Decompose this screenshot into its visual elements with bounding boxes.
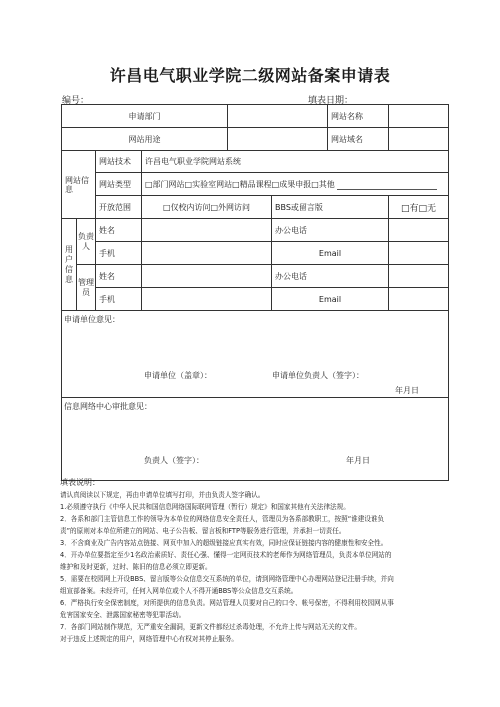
page-title: 许昌电气职业学院二级网站备案申请表 (109, 66, 391, 85)
site-info-label: 网站信息 (62, 151, 96, 219)
site-name-field[interactable] (389, 105, 449, 128)
site-name-label: 网站名称 (328, 105, 389, 128)
bbs-label: BBS或留言版 (272, 196, 389, 219)
instructions (60, 477, 452, 645)
manager-mobile-field[interactable] (142, 288, 272, 311)
tech-label: 网站技术 (96, 151, 142, 173)
instruction-line: 1.必须遵守执行《中华人民共和国信息网络国际联网管理（暂行）规定》和国家其他有关法律法规。 (60, 503, 350, 511)
manager-phone-label: 办公电话 (272, 265, 389, 288)
unit-seal-label: 申请单位（盖章）： (144, 371, 212, 380)
instructions-heading: 填表说明： (60, 478, 100, 487)
manager-phone-field[interactable] (389, 265, 449, 288)
instruction-line: 危害国家安全、泄露国家秘密等犯罪活动。 (60, 611, 186, 619)
instruction-line: 维护和及时更新，过时、陈旧的信息必须立即更新。 (60, 563, 212, 571)
center-owner-sign-label: 负责人（签字）： (144, 456, 204, 465)
apply-dept-field[interactable] (228, 105, 328, 128)
owner-email-field[interactable] (389, 242, 449, 265)
fill-date-label: 填表日期： (308, 96, 354, 106)
site-domain-field[interactable] (389, 128, 449, 151)
site-use-field[interactable] (228, 128, 328, 151)
instruction-line: 5．需要在校园网上开设BBS、留言版等公众信息交互系统的单位，请到网络管理中心办理网站登记注册手续，并向 (60, 575, 394, 583)
instruction-line: 4．开办单位要指定至少1名政治素质好、责任心强、懂得一定网页技术的老师作为网络管理员，负责本单位网站的 (60, 551, 392, 559)
unit-opinion-label: 申请单位意见： (64, 315, 120, 324)
scope-label: 开放范围 (96, 196, 142, 219)
type-options: □部门网站□实验室网站□精品课程□成果申报□其他 (145, 179, 335, 189)
apply-dept-label: 申请部门 (62, 105, 228, 128)
owner-phone-label: 办公电话 (272, 219, 389, 242)
owner-name-field[interactable] (142, 219, 272, 242)
number-label: 编号： (62, 96, 90, 106)
owner-label: 负责人 (77, 219, 96, 265)
manager-email-label: Email (272, 288, 389, 311)
instruction-line: 2．各系和部门主管信息工作的领导为本单位的网络信息安全责任人，管理员为各系部教职工，按照“谁建设谁负 (60, 515, 385, 523)
site-domain-label: 网站域名 (328, 128, 389, 151)
instruction-line: 请认真阅读以下规定，再由申请单位填写打印，并由负责人签字确认。 (60, 491, 265, 499)
unit-date-label: 年月日 (395, 386, 419, 395)
bbs-checkboxes[interactable]: □有□无 (389, 196, 449, 219)
unit-opinion-box[interactable] (62, 311, 449, 398)
other-type-underline[interactable] (337, 181, 437, 190)
manager-mobile-label: 手机 (96, 288, 142, 311)
owner-phone-field[interactable] (389, 219, 449, 242)
tech-value: 许昌电气职业学院网站系统 (142, 151, 449, 173)
manager-label: 管理员 (77, 265, 96, 311)
owner-mobile-field[interactable] (142, 242, 272, 265)
type-checkboxes[interactable] (142, 173, 449, 196)
type-label: 网站类型 (96, 173, 142, 196)
owner-mobile-label: 手机 (96, 242, 142, 265)
center-date-label: 年月日 (346, 456, 370, 465)
scope-checkboxes[interactable]: □仅校内访问□外网访问 (142, 196, 272, 219)
user-info-label: 用户信息 (62, 219, 77, 311)
owner-email-label: Email (272, 242, 389, 265)
instruction-line: 责”的原则对本单位所建立的网站、电子公告板、留言板和FTP等服务进行管理，并承担一切责任。 (60, 527, 346, 535)
unit-owner-sign-label: 申请单位负责人（签字）： (272, 371, 364, 380)
manager-email-field[interactable] (389, 288, 449, 311)
instruction-line: 7．各部门网站制作规范，无严重安全漏洞，更新文件都经过杀毒处理，不允许上传与网站无关的文件。 (60, 623, 361, 631)
instruction-line: 对于违反上述规定的用户，网络管理中心有权对其停止服务。 (60, 635, 239, 643)
site-use-label: 网站用途 (62, 128, 228, 151)
center-opinion-label: 信息网络中心审批意见： (64, 402, 152, 411)
instruction-line: 组宣部备案。未经许可，任何入网单位或个人不得开通BBS等公众信息交互系统。 (60, 587, 298, 595)
instruction-line: 3．不含商业及广告内容站点链接、网页中加入的超级链接应真实有效，同时应保证链接内容的健康性和安全性。 (60, 539, 388, 547)
manager-name-field[interactable] (142, 265, 272, 288)
owner-name-label: 姓名 (96, 219, 142, 242)
manager-name-label: 姓名 (96, 265, 142, 288)
instruction-line: 6．严格执行安全保密制度，对所提供的信息负责。网站管理人员要对自己的口令、帐号保密，不得利用校园网从事 (60, 599, 394, 607)
application-form-table (61, 104, 449, 481)
center-opinion-box[interactable] (62, 398, 449, 481)
